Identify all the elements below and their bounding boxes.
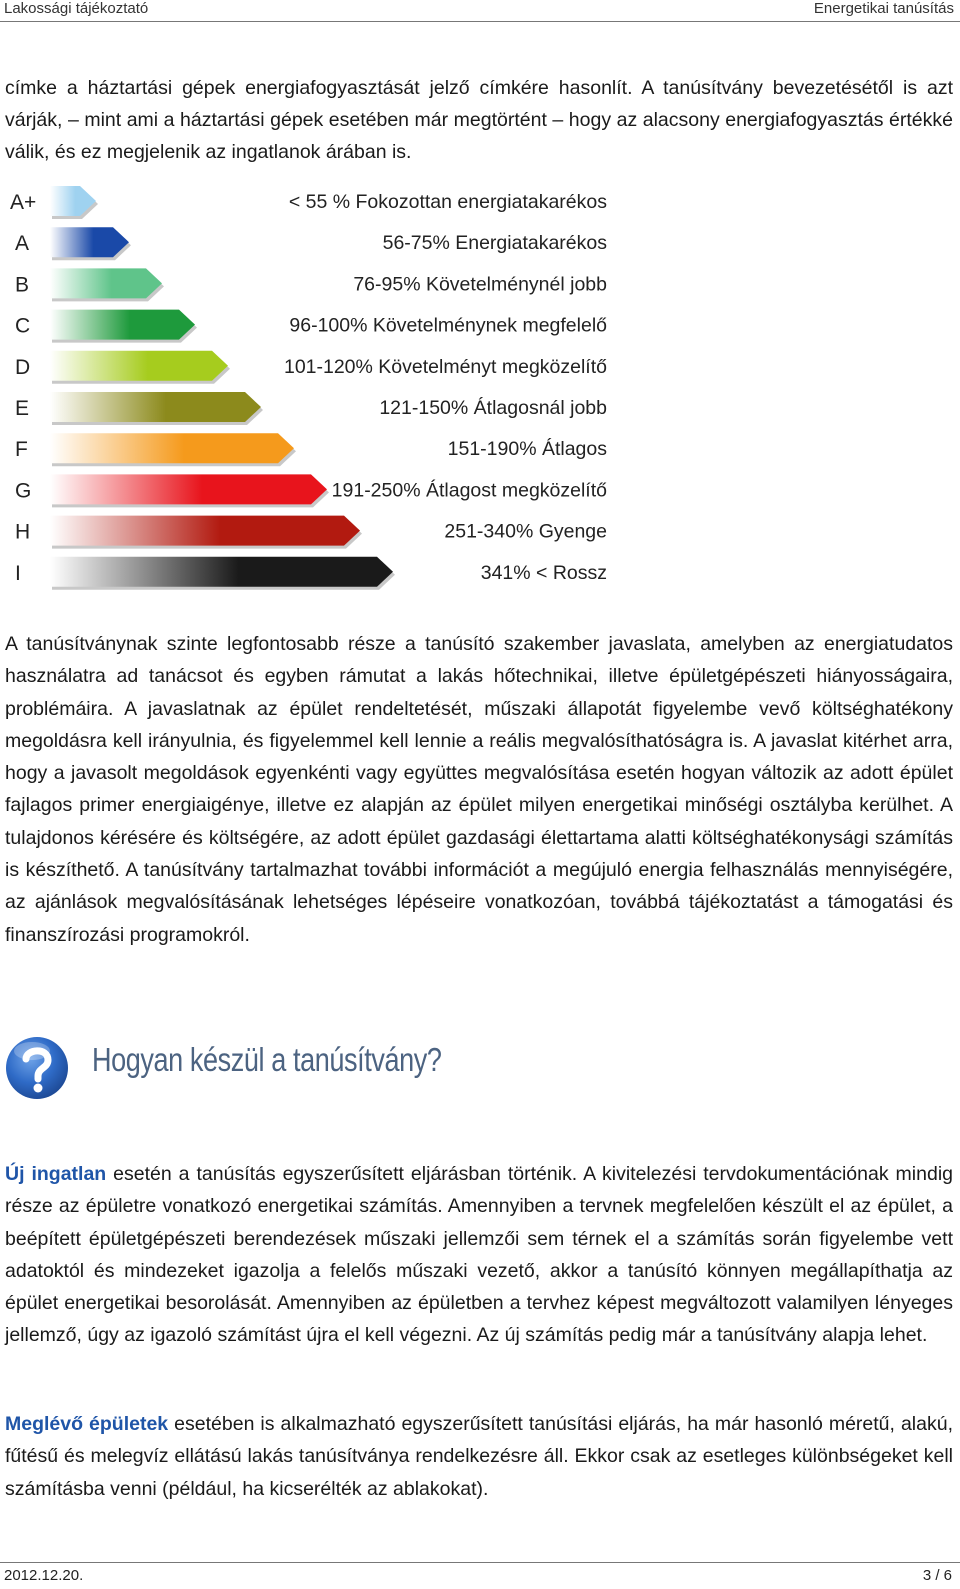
energy-bar-e [50, 392, 261, 422]
energy-class-label: 341% < Rossz [480, 561, 607, 584]
energy-class-letter: B [15, 273, 30, 297]
energy-class-letter: D [15, 355, 31, 379]
energy-class-label: < 55 % Fokozottan energiatakarékos [288, 191, 607, 213]
energy-class-label: 191-250% Átlagost megközelítő [331, 479, 607, 502]
energy-bar-d [50, 351, 228, 381]
energy-class-letter: E [15, 397, 30, 420]
existing-buildings-highlight: Meglévő épületek [5, 1413, 169, 1435]
energy-bar-b [50, 268, 162, 298]
intro-paragraph: címke a háztartási gépek energiafogyasztását jelző címkére hasonlít. A tanúsítvány bevezetésétől is azt várják, – mint ami a háztartási gépek esetében már megtörtént – hogy az alacsony energiafogyasztás értékké válik, és ez megjelenik az ingatlanok árában is. [5, 77, 953, 163]
energy-class-letter: A+ [10, 191, 37, 214]
energy-bar-i [50, 557, 393, 587]
energy-class-label: 151-190% Átlagos [447, 438, 607, 461]
header-left-title: Lakossági tájékoztató [4, 0, 149, 17]
energy-class-label: 56-75% Energiatakarékos [382, 232, 607, 255]
energy-class-chart [0, 180, 640, 598]
energy-class-letter: G [15, 479, 32, 503]
recommendation-paragraph: A tanúsítványnak szinte legfontosabb része a tanúsító szakember javaslata, amelyben az energiatudatos használatra ad tanácsot és egyben rámutat a lakás hőtechnikai, illetve épületgépészeti hiányosságaira, problémáira. A javaslatnak az épület rendeltetését, műszaki állapotát figyelembe vevő költséghatékony megoldásra kell irányulnia, és figyelemmel kell lennie a reális megvalósíthatóságra is. A javaslat kitérhet arra, hogy a javasolt megoldások egyenkénti vagy együttes megvalósítása esetén hogyan változik az adott épület fajlagos primer energiaigénye, illetve ez alapján az épület milyen energetikai minőségi osztályba kerülhet. A tulajdonos kérésére és költségére, az adott épület gazdasági élettartama alatti költséghatékonysági számítás is készíthető. A tanúsítvány tartalmazhat további információt a megújuló energia felhasználás mennyiségére, az ajánlások megvalósításának lehetséges lépéseire vonatkozóan, továbbá tájékoztatást a támogatási és finanszírozási programokról. [5, 633, 953, 946]
footer-page-number: 3 / 6 [922, 1567, 952, 1584]
energy-class-label: 251-340% Gyenge [444, 520, 607, 543]
energy-class-letter: C [15, 314, 31, 338]
new-property-highlight: Új ingatlan [5, 1163, 107, 1185]
existing-buildings-paragraph [5, 1408, 953, 1505]
energy-class-letter: H [15, 520, 31, 544]
section-heading [4, 1035, 944, 1105]
new-property-paragraph [5, 1158, 953, 1352]
energy-class-letter: A [15, 232, 30, 256]
page-footer [0, 1562, 960, 1589]
section-title: Hogyan készül a tanúsítvány? [92, 1041, 442, 1078]
energy-class-label: 76-95% Követelménynél jobb [353, 273, 607, 296]
header-right-title: Energetikai tanúsítás [813, 0, 954, 17]
page-header [0, 0, 960, 22]
energy-class-letter: I [15, 561, 21, 585]
footer-date: 2012.12.20. [4, 1567, 84, 1584]
question-icon [4, 1035, 70, 1101]
energy-bar-f [50, 433, 294, 463]
energy-class-label: 101-120% Követelményt megközelítő [283, 355, 607, 378]
energy-bar-h [50, 516, 360, 546]
new-property-text: esetén a tanúsítás egyszerűsített eljárásban történik. A kivitelezési tervdokumentációnak mindig része az épületre vonatkozó energetikai számítás. Amennyiben a tervnek megfelelően készült el az épület, a beépített épületgépészeti berendezések műszaki jellemzői sem térnek el a számítás során figyelembe vett adatoktól és mindezeket igazolja a felelős műszaki vezető, akkor a tanúsító könnyen megállapíthatja az épület energetikai besorolását. Amennyiben az épületben a tervhez képest megváltozott valamilyen lényeges jellemző, úgy az igazoló számítást újra el kell végezni. Az új számítás pedig már a tanúsítvány alapja lehet. [5, 1163, 953, 1347]
energy-class-label: 96-100% Követelménynek megfelelő [289, 314, 607, 337]
existing-buildings-text: esetében is alkalmazható egyszerűsített tanúsítási eljárás, ha már hasonló méretű, alakú, fűtésű és melegvíz ellátású lakás tanúsítványa rendelkezésre áll. Ekkor csak az esetleges különbségeket kell számításba venni (például, ha kicserélték az ablakokat). [5, 1413, 953, 1500]
energy-bar-a [50, 227, 129, 257]
energy-bar-c [50, 310, 195, 340]
energy-class-label: 121-150% Átlagosnál jobb [379, 397, 607, 419]
energy-class-letter: F [15, 438, 28, 462]
energy-bar-g [50, 474, 327, 504]
